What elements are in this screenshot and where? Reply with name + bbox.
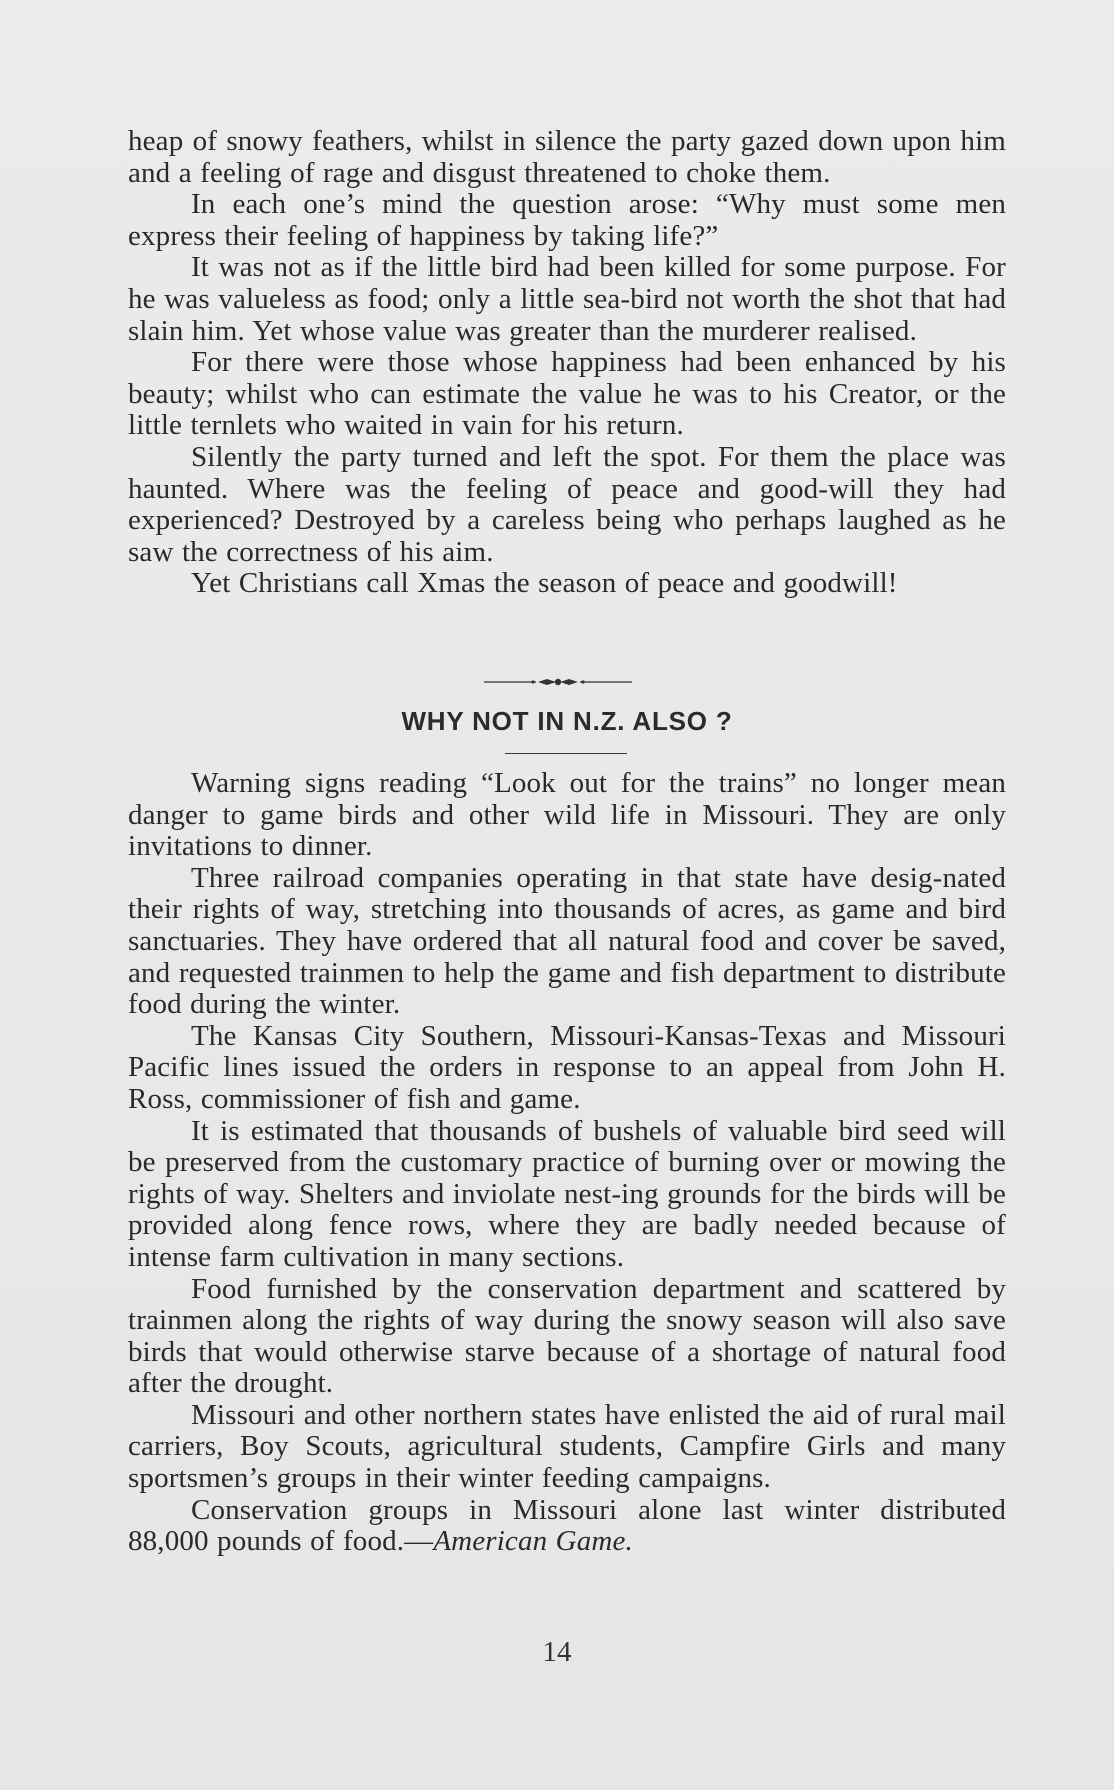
article-body [128, 768, 1006, 1558]
article-paragraph: It is estimated that thousands of bushels of valuable bird seed will be preserved from the customary practice of burning over or mowing the rights of way. Shelters and inviolate nest-ing grounds for the birds will be provided along fence rows, where they are badly needed because of intense farm cultivation in many sections. [128, 1114, 1006, 1273]
story-continuation [128, 126, 1006, 600]
story-paragraph: It was not as if the little bird had been killed for some purpose. For he was valueless as food; only a little sea-bird not worth the shot that had slain him. Yet whose value was greater than the murderer realised. [128, 251, 1006, 347]
title-underline [505, 753, 627, 754]
story-paragraph: Silently the party turned and left the spot. For them the place was haunted. Where was the feeling of peace and good-will they had experienced? Destroyed by a careless being who perhaps laughed as he saw the correctness of his aim. [128, 440, 1006, 568]
article-source-credit: American Game. [433, 1525, 633, 1558]
article-title: WHY NOT IN N.Z. ALSO ? [401, 706, 733, 736]
story-paragraph: Yet Christians call Xmas the season of peace and goodwill! [191, 567, 898, 600]
article-paragraph: Three railroad companies operating in that state have desig-nated their rights of way, stretching into thousands of acres, as game and bird sanctuaries. They have ordered that all natural food and cover be saved, and requested trainmen to help the game and fish department to distribute food during the winter. [128, 861, 1006, 1021]
article-paragraph: Warning signs reading “Look out for the trains” no longer mean danger to game birds and other wild life in Missouri. They are only invitations to dinner. [128, 767, 1006, 863]
article-final-paragraph [128, 1495, 1006, 1558]
section-divider-ornament [484, 675, 632, 689]
article-paragraph: Food furnished by the conservation department and scattered by trainmen along the rights of way during the snowy season will also save birds that would otherwise starve because of a shortage of natural food after the drought. [128, 1272, 1006, 1400]
page-number: 14 [542, 1636, 572, 1668]
story-paragraph: In each one’s mind the question arose: “Why must some men express their feeling of happiness by taking life?” [128, 188, 1006, 252]
story-paragraph: heap of snowy feathers, whilst in silence the party gazed down upon him and a feeling of rage and disgust threatened to choke them. [128, 125, 1006, 189]
article-final-text: Conservation groups in Missouri alone last winter distributed 88,000 pounds of food.— [128, 1493, 1006, 1558]
article-paragraph: The Kansas City Southern, Missouri-Kansas-Texas and Missouri Pacific lines issued the orders in response to an appeal from John H. Ross, commissioner of fish and game. [128, 1019, 1006, 1115]
article-paragraph: Missouri and other northern states have enlisted the aid of rural mail carriers, Boy Scouts, agricultural students, Campfire Girls and many sportsmen’s groups in their winter feeding campaigns. [128, 1398, 1006, 1495]
story-paragraph: For there were those whose happiness had been enhanced by his beauty; whilst who can estimate the value he was to his Creator, or the little ternlets who waited in vain for his return. [128, 346, 1006, 442]
